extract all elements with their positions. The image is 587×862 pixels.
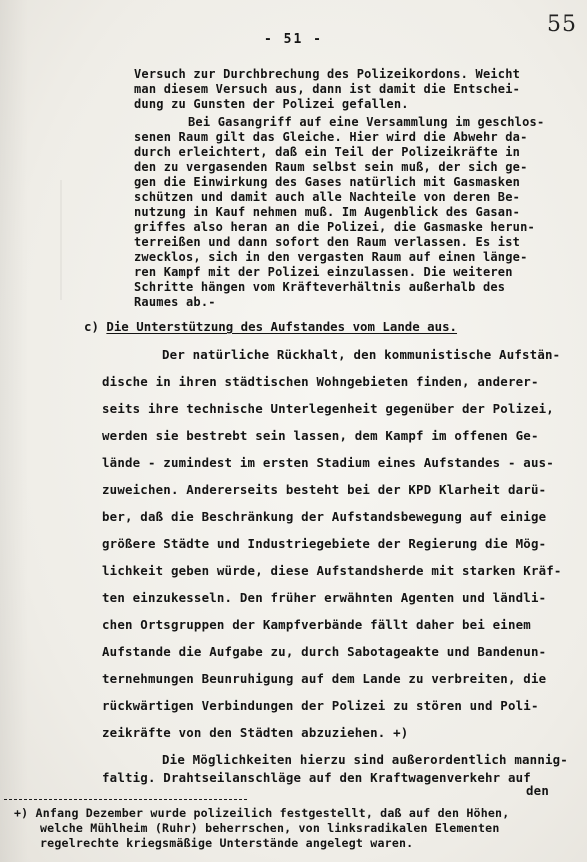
text-line: Schritte hängen vom Kräfteverhältnis außerhalb des bbox=[134, 280, 506, 294]
text-line: lichkeit geben würde, diese Aufstandsherde mit starken Kräf- bbox=[102, 563, 562, 578]
text-line: Raumes ab.- bbox=[134, 295, 216, 309]
text-line: ten einzukesseln. Den früher erwähnten Agenten und ländli- bbox=[102, 590, 547, 605]
bleed-through-texture bbox=[60, 180, 122, 300]
footnote-line: regelrechte kriegsmäßige Unterstände angelegt waren. bbox=[40, 836, 414, 850]
footnote-line: +) Anfang Dezember wurde polizeilich festgestellt, daß auf den Höhen, bbox=[14, 806, 510, 820]
text-line: ren Kampf mit der Polizei einzulassen. Die weiteren bbox=[134, 265, 513, 279]
text-line: schützen und damit auch alle Nachteile von deren Be- bbox=[134, 190, 521, 204]
text-line: gen die Einwirkung des Gases natürlich mit Gasmasken bbox=[134, 175, 521, 189]
text-line: nutzung in Kauf nehmen muß. Im Augenblick des Gasan- bbox=[134, 205, 521, 219]
text-line: Aufstande die Aufgabe zu, durch Sabotageakte und Bandenun- bbox=[102, 644, 547, 659]
text-line: dung zu Gunsten der Polizei gefallen. bbox=[134, 97, 409, 111]
text-line: senen Raum gilt das Gleiche. Hier wird die Abwehr da- bbox=[134, 130, 528, 144]
footnote-line: welche Mühlheim (Ruhr) beherrschen, von linksradikalen Elementen bbox=[40, 821, 500, 835]
text-line: lände - zumindest im ersten Stadium eines Aufstandes - aus- bbox=[102, 455, 554, 470]
page-number: 55 bbox=[547, 12, 577, 37]
text-line: Die Möglichkeiten hierzu sind außerordentlich mannig- bbox=[162, 752, 568, 767]
text-line: faltig. Drahtseilanschläge auf den Kraftwagenverkehr auf bbox=[102, 770, 531, 785]
text-line: werden sie bestrebt sein lassen, dem Kampf im offenen Ge- bbox=[102, 428, 539, 443]
text-line: dische in ihren städtischen Wohngebieten finden, anderer- bbox=[102, 374, 539, 389]
catchword: den bbox=[526, 783, 549, 798]
text-line: zeikräfte von den Städten abzuziehen. +) bbox=[102, 725, 409, 740]
text-line: zuweichen. Andererseits besteht bei der KPD Klarheit darü- bbox=[102, 482, 547, 497]
text-line: griffes also heran an die Polizei, die Gasmaske herun- bbox=[134, 220, 535, 234]
text-line: ber, daß die Beschränkung der Aufstandsbewegung auf einige bbox=[102, 509, 547, 524]
text-line: chen Ortsgruppen der Kampfverbände fällt daher bei einem bbox=[102, 617, 531, 632]
text-line: man diesem Versuch aus, dann ist damit die Entschei- bbox=[134, 82, 521, 96]
text-line: Versuch zur Durchbrechung des Polizeikordons. Weicht bbox=[134, 67, 521, 81]
section-title: Die Unterstützung des Aufstandes vom Lande aus. bbox=[106, 319, 458, 334]
text-line: ternehmungen Beunruhigung auf dem Lande zu verbreiten, die bbox=[102, 671, 547, 686]
text-line: rückwärtigen Verbindungen der Polizei zu stören und Poli- bbox=[102, 698, 539, 713]
section-prefix: c) bbox=[84, 319, 107, 334]
page-header: - 51 - bbox=[264, 32, 323, 47]
text-line: terreißen und dann sofort den Raum verlassen. Es ist bbox=[134, 235, 521, 249]
text-line: seits ihre technische Unterlegenheit gegenüber der Polizei, bbox=[102, 401, 554, 416]
text-line: durch erleichtert, daß ein Teil der Polizeikräfte in bbox=[134, 145, 521, 159]
text-line: den zu vergasenden Raum selbst sein muß, der sich ge- bbox=[134, 160, 528, 174]
text-line: größere Städte und Industriegebiete der Regierung die Mög- bbox=[102, 536, 547, 551]
text-line: zwecklos, sich in den vergasten Raum auf einen länge- bbox=[134, 250, 528, 264]
footnote-separator bbox=[4, 799, 247, 800]
text-line: Der natürliche Rückhalt, den kommunistische Aufstän- bbox=[162, 347, 561, 362]
section-heading bbox=[84, 319, 457, 334]
text-line: Bei Gasangriff auf eine Versammlung im geschlos- bbox=[188, 115, 545, 129]
